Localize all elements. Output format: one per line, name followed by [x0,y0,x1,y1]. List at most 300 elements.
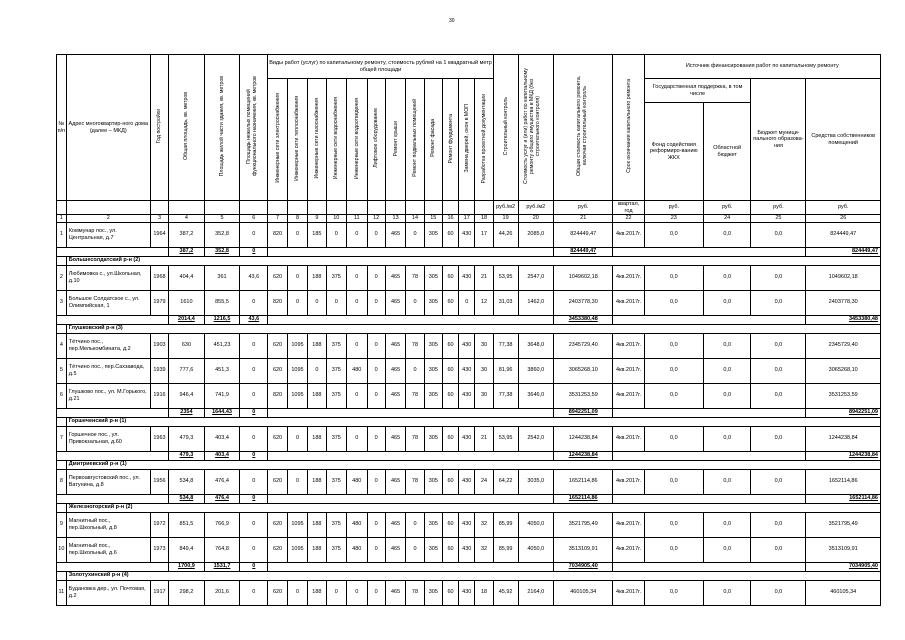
header-work-1: Инженерные сети электроснабжения [274,93,281,184]
page-number: 30 [449,18,455,24]
header-control: Строительный контроль [502,97,509,156]
table-row [57,383,881,408]
table-cell: 465 [385,333,405,358]
table-cell: 0,0 [703,290,750,315]
table-cell: 0 [367,358,385,383]
table-cell: 465 [385,580,405,605]
empty-cell [57,503,67,512]
district-row [57,460,881,469]
table-cell: 3035,0 [518,469,554,494]
header-work-9: Ремонт фасада [430,119,437,158]
table-cell: 9 [57,512,67,537]
table-cell: Глушково пос., ул. М.Горького, д.21 [66,383,150,408]
table-cell: 77,38 [493,333,518,358]
table-cell: 4кв.2017г. [613,469,644,494]
header-address: Адрес многоквартир-ного дома (далее – МКД) [66,55,150,201]
table-cell: 78 [406,469,424,494]
header-total-cost: Общая стоимость капитального ремонта, включая строительный контроль [576,76,589,177]
table-cell: 375 [326,333,346,358]
column-number: 7 [268,215,287,223]
table-cell: 0 [367,333,385,358]
table-cell: 460105,34 [806,580,881,605]
header-work-6: Лифтовое оборудование [373,108,380,169]
table-cell: 0 [347,333,367,358]
table-cell: 0,0 [703,426,750,451]
unit-owners: руб. [806,201,881,215]
table-cell: 0 [287,426,307,451]
table-cell: 620 [268,426,287,451]
column-number: 25 [751,215,806,223]
table-cell: 480 [347,537,367,562]
table-cell: 0 [240,537,268,562]
table-cell: 77,38 [493,383,518,408]
table-cell: 60 [442,537,458,562]
table-cell: 3860,0 [518,358,554,383]
empty-cell [268,451,554,460]
table-cell: 375 [326,358,346,383]
column-number: 5 [204,215,240,223]
table-cell: 0 [367,426,385,451]
header-work-2: Инженерные сети теплоснабжения [294,95,301,181]
table-cell: 2403778,30 [806,290,881,315]
district-row [57,571,881,580]
table-cell: 430 [459,469,475,494]
subtotal-cell: 1531,7 [204,562,240,571]
table-cell: 4кв.2017г. [613,358,644,383]
table-cell: 8 [57,469,67,494]
table-cell: 1968 [150,265,168,290]
header-work-11: Замена дверей, окон в МОП [463,103,470,173]
table-cell: 3513109,91 [554,537,613,562]
table-cell: 0 [240,512,268,537]
table-cell: 0 [406,537,424,562]
table-cell: 0 [287,222,307,247]
table-cell: 3 [57,290,67,315]
table-cell: 0 [406,222,424,247]
table-cell: 188 [308,512,326,537]
table-cell: 60 [442,222,458,247]
table-cell: 0,0 [703,580,750,605]
table-cell: 0,0 [751,383,806,408]
table-row [57,265,881,290]
empty-cell [268,562,554,571]
unit-deadline: квартал, год [613,201,644,215]
empty-cell [57,247,169,256]
table-cell: 188 [308,580,326,605]
table-cell: 1095 [287,333,307,358]
table-cell: 1979 [150,290,168,315]
table-cell: 2345729,40 [554,333,613,358]
subtotal-cell: 479,3 [169,451,205,460]
table-cell: 0 [459,290,475,315]
table-cell: Тётчино пос., пер.Мелькомбината, д.2 [66,333,150,358]
table-cell: Горшечное пос., ул. Привокзальная, д.60 [66,426,150,451]
table-cell: 849,4 [169,537,205,562]
subtotal-row [57,494,881,503]
table-cell: 2 [57,265,67,290]
empty-cell [57,417,67,426]
unit-total-cost: руб. [554,201,613,215]
table-cell: 480 [347,469,367,494]
table-cell: 0 [367,537,385,562]
table-cell: 21 [475,426,493,451]
table-cell: 4кв.2017г. [613,426,644,451]
table-cell: 78 [406,383,424,408]
table-cell: 1244238,84 [806,426,881,451]
table-cell: 0 [347,265,367,290]
table-cell: 60 [442,265,458,290]
table-cell: 0 [240,383,268,408]
table-cell: 4 [57,333,67,358]
table-cell: 855,5 [204,290,240,315]
table-cell: Магнитный пос., пер.Школьный, д.8 [66,512,150,537]
table-cell: 188 [308,469,326,494]
table-cell: 375 [326,265,346,290]
table-cell: 0 [406,358,424,383]
table-cell: 1972 [150,512,168,537]
table-cell: 0,0 [703,383,750,408]
table-cell: 375 [326,426,346,451]
table-cell: 305 [424,580,442,605]
table-cell: 60 [442,469,458,494]
table-cell: Тётчино пос., пер.Сахзавода, д.5 [66,358,150,383]
table-cell: 404,4 [169,265,205,290]
table-cell: 78 [406,265,424,290]
table-cell: 4кв.2017г. [613,290,644,315]
table-cell: 305 [424,469,442,494]
table-cell: 0 [240,222,268,247]
table-cell: 53,95 [493,265,518,290]
table-cell: 430 [459,265,475,290]
table-cell: 0 [367,265,385,290]
table-cell: 0 [287,265,307,290]
table-cell: 305 [424,358,442,383]
table-cell: 375 [326,537,346,562]
table-cell: 31,03 [493,290,518,315]
header-work-8: Ремонт подвальных помещений [411,99,418,178]
table-cell: 1095 [287,383,307,408]
subtotal-cell: 7034905,40 [806,562,881,571]
subtotal-cell: 2354 [169,408,205,417]
subtotal-cell: 8942251,09 [554,408,613,417]
table-row [57,290,881,315]
unit-regional: руб. [703,201,750,215]
table-cell: 430 [459,222,475,247]
table-cell: 32 [475,512,493,537]
district-label: Золотухинский р-н (4) [66,571,880,580]
table-cell: 820 [268,383,287,408]
table-cell: 387,2 [169,222,205,247]
table-cell: 298,2 [169,580,205,605]
header-work-4: Инженерные сети водоснабжения [333,97,340,180]
subtotal-cell: 824449,47 [806,247,881,256]
empty-cell [613,247,806,256]
header-work-12: Разработка проектной документации [481,93,488,183]
header-work-10: Ремонт фундамента [447,113,454,163]
column-number: 1 [57,215,67,223]
table-cell: 3521795,49 [554,512,613,537]
table-cell: 465 [385,512,405,537]
table-cell: 0 [347,222,367,247]
empty-cell [57,408,169,417]
empty-cell [268,247,554,256]
table-cell: 0,0 [751,290,806,315]
table-cell: 476,4 [204,469,240,494]
table-cell: 352,8 [204,222,240,247]
subtotal-cell: 0 [240,562,268,571]
header-work-7: Ремонт крыши [392,120,399,156]
table-row [57,222,881,247]
table-cell: 0,0 [703,537,750,562]
table-cell: Первоавгустовский пос., ул. Ватунина, д.8 [66,469,150,494]
table-cell: 0,0 [644,426,703,451]
subtotal-cell: 0 [240,408,268,417]
column-number: 4 [169,215,205,223]
column-number: 15 [424,215,442,223]
table-cell: 620 [268,537,287,562]
header-num: № п/п [57,55,67,201]
table-cell: 2542,0 [518,426,554,451]
table-cell: Будановка дер., ул. Почтовая, д.2 [66,580,150,605]
empty-cell [268,494,554,503]
header-work-5: Инженерные сети водоотведения [353,97,360,179]
subtotal-row [57,451,881,460]
table-cell: 60 [442,580,458,605]
table-row [57,580,881,605]
district-label: Железногорский р-н (2) [66,503,880,512]
subtotal-cell: 0 [240,247,268,256]
table-cell: 430 [459,426,475,451]
empty-cell [268,408,554,417]
table-cell: 465 [385,537,405,562]
subtotal-cell: 3453380,48 [554,315,613,324]
column-numbers-row [57,215,881,223]
unit-control: руб./м2 [493,201,518,215]
table-cell: 0,0 [644,580,703,605]
table-cell: 60 [442,333,458,358]
table-cell: 4кв.2017г. [613,333,644,358]
column-number: 24 [703,215,750,223]
table-cell: 465 [385,290,405,315]
column-number: 22 [613,215,644,223]
table-cell: 3531253,59 [806,383,881,408]
table-cell: 0 [347,290,367,315]
unit-unit-cost: руб./м2 [518,201,554,215]
table-cell: 85,99 [493,512,518,537]
table-cell: 1095 [287,512,307,537]
header-sources: Источник финансирования работ по капитальному ремонту [644,55,880,79]
table-cell: 60 [442,290,458,315]
table-cell: Коммунар пос., ул. Центральная, д.7 [66,222,150,247]
subtotal-cell: 3453380,48 [806,315,881,324]
table-cell: 0 [287,290,307,315]
subtotal-cell: 1244238,84 [806,451,881,460]
table-cell: 305 [424,333,442,358]
table-cell: 0,0 [644,290,703,315]
header-owners: Средства собственников помещений [806,79,881,201]
table-cell: 0 [240,358,268,383]
table-cell: 2164,0 [518,580,554,605]
table-row [57,358,881,383]
unit-municipal: руб. [751,201,806,215]
table-cell: 305 [424,512,442,537]
table-cell: Любимовка с., ул.Школьная, д.10 [66,265,150,290]
table-cell: 0,0 [751,333,806,358]
district-row [57,324,881,333]
empty-cell [613,562,806,571]
table-cell: 44,26 [493,222,518,247]
table-cell: 1939 [150,358,168,383]
header-fund: Фонд содействия реформиро-ванию ЖКХ [644,103,703,201]
table-cell: 480 [347,358,367,383]
column-number: 21 [554,215,613,223]
column-number: 12 [367,215,385,223]
table-cell: 305 [424,383,442,408]
table-cell: 0,0 [644,537,703,562]
table-cell: 1244238,84 [554,426,613,451]
column-number: 9 [308,215,326,223]
table-cell: 4050,0 [518,537,554,562]
table-cell: 185 [308,222,326,247]
table-cell: 620 [268,333,287,358]
table-cell: 0,0 [703,469,750,494]
table-cell: 430 [459,537,475,562]
table-cell: 3065268,10 [554,358,613,383]
column-number: 17 [459,215,475,223]
header-func-area: Площадь нежилых помещений функционального назначения, кв. метров [245,76,258,177]
empty-cell [613,408,806,417]
table-cell: 188 [308,537,326,562]
empty-cell [613,451,806,460]
table-cell: 465 [385,426,405,451]
subtotal-cell: 352,8 [204,247,240,256]
column-number: 10 [326,215,346,223]
column-number: 16 [442,215,458,223]
table-cell: 620 [268,265,287,290]
table-cell: 0 [308,358,326,383]
table-cell: 0 [406,512,424,537]
table-cell: 375 [326,469,346,494]
table-cell: 451,23 [204,333,240,358]
table-cell: 85,99 [493,537,518,562]
table-cell: 2345729,40 [806,333,881,358]
table-cell: 1462,0 [518,290,554,315]
table-cell: 451,3 [204,358,240,383]
table-cell: 1095 [287,537,307,562]
table-cell: 824449,47 [554,222,613,247]
table-cell: 1916 [150,383,168,408]
table-cell: 0 [240,333,268,358]
table-cell: 188 [308,265,326,290]
header-year: Год постройки [156,109,163,144]
table-cell: 946,4 [169,383,205,408]
subtotal-cell: 1700,9 [169,562,205,571]
column-number: 2 [66,215,150,223]
table-cell: 0 [347,383,367,408]
table-cell: 430 [459,383,475,408]
subtotal-cell: 534,8 [169,494,205,503]
subtotal-row [57,315,881,324]
table-cell: 851,5 [169,512,205,537]
empty-cell [57,562,169,571]
table-cell: 188 [308,426,326,451]
table-cell: 0,0 [751,512,806,537]
header-regional: Областной бюджет [703,103,750,201]
table-cell: 0,0 [644,469,703,494]
table-cell: 81,96 [493,358,518,383]
table-cell: 3531253,59 [554,383,613,408]
table-cell: 0 [240,580,268,605]
header-state-support: Государственная поддержка, в том числе [644,79,751,103]
table-cell: 0 [406,290,424,315]
table-cell: 0 [240,469,268,494]
column-number: 20 [518,215,554,223]
table-row [57,512,881,537]
table-cell: 1095 [287,358,307,383]
table-cell: 0 [347,580,367,605]
table-cell: 30 [475,333,493,358]
table-cell: 0,0 [703,512,750,537]
table-cell: 1 [57,222,67,247]
empty-cell [57,460,67,469]
table-cell: 2085,0 [518,222,554,247]
table-cell: 824449,47 [806,222,881,247]
table-cell: 0,0 [644,358,703,383]
table-cell: 465 [385,265,405,290]
table-cell: 534,8 [169,469,205,494]
subtotal-cell: 1644,43 [204,408,240,417]
empty-cell [57,256,67,265]
subtotal-row [57,408,881,417]
subtotal-cell: 7034905,40 [554,562,613,571]
header-works-group: Виды работ (услуг) по капитальному ремонту, стоимость рублей на 1 квадратный метр общей площади [268,55,493,79]
table-cell: 0,0 [644,383,703,408]
table-cell: 305 [424,426,442,451]
table-cell: 2403778,30 [554,290,613,315]
table-cell: Большое Солдатское с., ул. Олимпийская, 1 [66,290,150,315]
table-cell: 0 [326,290,346,315]
table-cell: 64,22 [493,469,518,494]
table-cell: 7 [57,426,67,451]
column-number: 8 [287,215,307,223]
subtotal-cell: 387,2 [169,247,205,256]
table-cell: 32 [475,537,493,562]
table-cell: 6 [57,383,67,408]
table-cell: 465 [385,358,405,383]
empty-cell [268,315,554,324]
table-cell: 0,0 [751,537,806,562]
table-cell: 0,0 [703,222,750,247]
column-number: 14 [406,215,424,223]
table-cell: 305 [424,265,442,290]
table-cell: 0 [347,426,367,451]
table-cell: 0 [287,469,307,494]
table-cell: 60 [442,426,458,451]
empty-cell [57,324,67,333]
subtotal-cell: 8942251,09 [806,408,881,417]
district-label: Дмитриевский р-н (1) [66,460,880,469]
table-cell: 78 [406,426,424,451]
table-cell: 78 [406,333,424,358]
table-cell: 4кв.2017г. [613,222,644,247]
table-cell: Магнитный пос., пер.Школьный, д.6 [66,537,150,562]
subtotal-cell: 824449,47 [554,247,613,256]
table-cell: 764,8 [204,537,240,562]
table-cell: 1049602,18 [554,265,613,290]
table-cell: 479,3 [169,426,205,451]
table-cell: 0,0 [644,265,703,290]
table-cell: 60 [442,383,458,408]
